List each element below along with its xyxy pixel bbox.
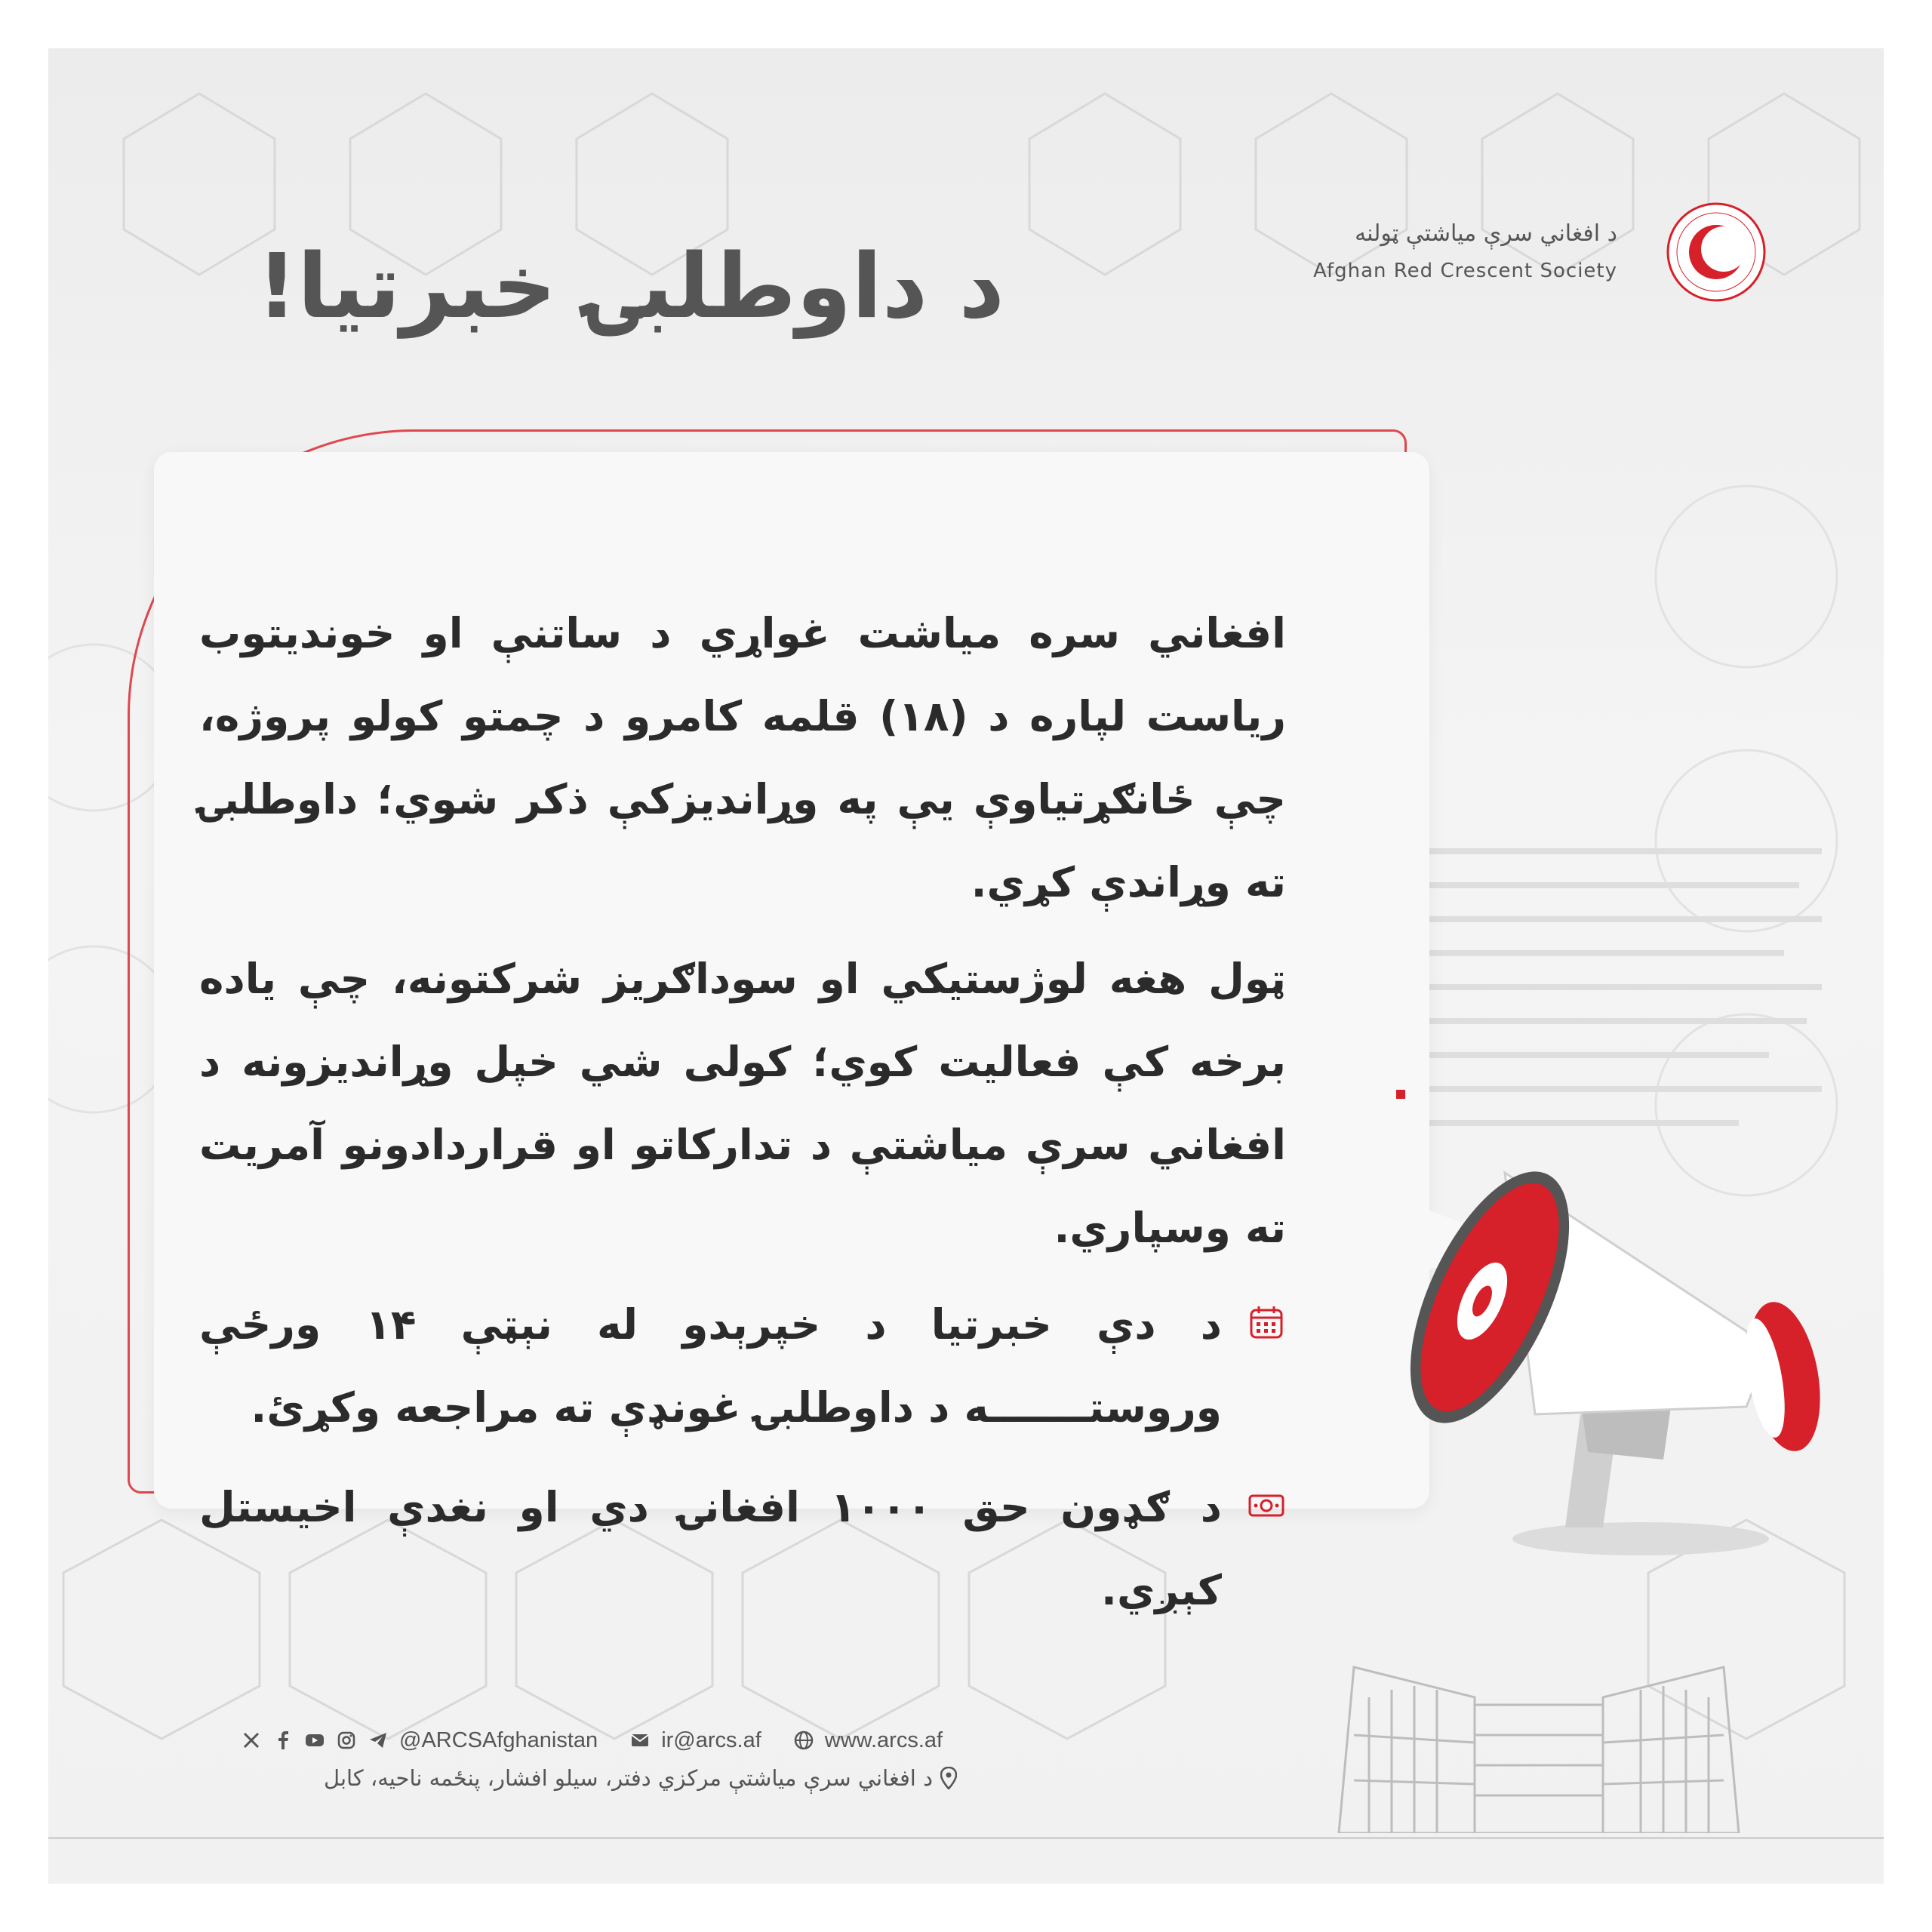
social-handle[interactable]: @ARCSAfghanistan — [399, 1727, 598, 1752]
instagram-icon[interactable] — [336, 1730, 357, 1751]
headquarters-building-illustration — [1324, 1652, 1754, 1833]
footer-divider — [48, 1837, 1884, 1839]
email-link[interactable]: ir@arcs.af — [661, 1727, 761, 1752]
megaphone-icon — [1354, 1082, 1882, 1595]
paragraph-1: افغاني سره میاشت غواړي د ساتنې او خونديتوب رياست لپاره د (۱۸) قلمه کامرو د چمتو کولو پروژه، چې ځانګړتیاوې یې په وړاندیزکې ذکر شوي؛ داوطلبۍ ته وړاندې کړي. — [199, 609, 1286, 906]
website-link[interactable]: www.arcs.af — [824, 1727, 943, 1752]
org-name-pashto: د افغاني سرې میاشتې ټولنه — [1355, 220, 1617, 247]
arcs-logo — [1663, 199, 1769, 305]
bullet-item-deadline — [199, 1283, 1286, 1449]
telegram-icon[interactable] — [368, 1730, 389, 1751]
page-title: د داوطلبۍ خبرتیا! — [257, 234, 1004, 338]
bullet-item-fee — [199, 1466, 1286, 1632]
red-crescent-icon — [1663, 199, 1769, 305]
address-text: د افغاني سرې میاشتې مرکزي دفتر، سیلو افشار، پنځمه ناحیه، کابل — [324, 1765, 934, 1791]
youtube-icon[interactable] — [304, 1730, 325, 1751]
globe-icon — [793, 1730, 814, 1751]
paragraph-2: ټول هغه لوژستیکي او سوداګریز شرکتونه، چې یاده برخه کې فعالیت کوي؛ کولی شي خپل وړاندیزونه د افغاني سرې میاشتې د تدارکاتو او قراردادونو آمریت ته وسپاري. — [199, 955, 1286, 1252]
org-name-english: Afghan Red Crescent Society — [1313, 260, 1617, 282]
announcement-body — [199, 592, 1286, 1632]
email-icon — [629, 1730, 651, 1751]
facebook-icon[interactable] — [272, 1730, 294, 1751]
bullet-2-text: د ګډون حق ۱۰۰۰ افغانۍ دي او نغدې اخیستل کېږي. — [199, 1483, 1222, 1614]
footer-contacts — [241, 1724, 943, 1757]
x-icon[interactable] — [241, 1730, 262, 1751]
calendar-icon — [1247, 1303, 1286, 1342]
cash-icon — [1247, 1485, 1286, 1524]
poster — [48, 48, 1884, 1884]
footer-address — [324, 1765, 957, 1791]
location-pin-icon — [940, 1767, 957, 1789]
bullet-1-text: د دې خبرتیا د خپرېدو له نېټې ۱۴ ورځې وروستـــــــه د داوطلبۍ غونډې ته مراجعه وکړئ. — [199, 1300, 1223, 1432]
